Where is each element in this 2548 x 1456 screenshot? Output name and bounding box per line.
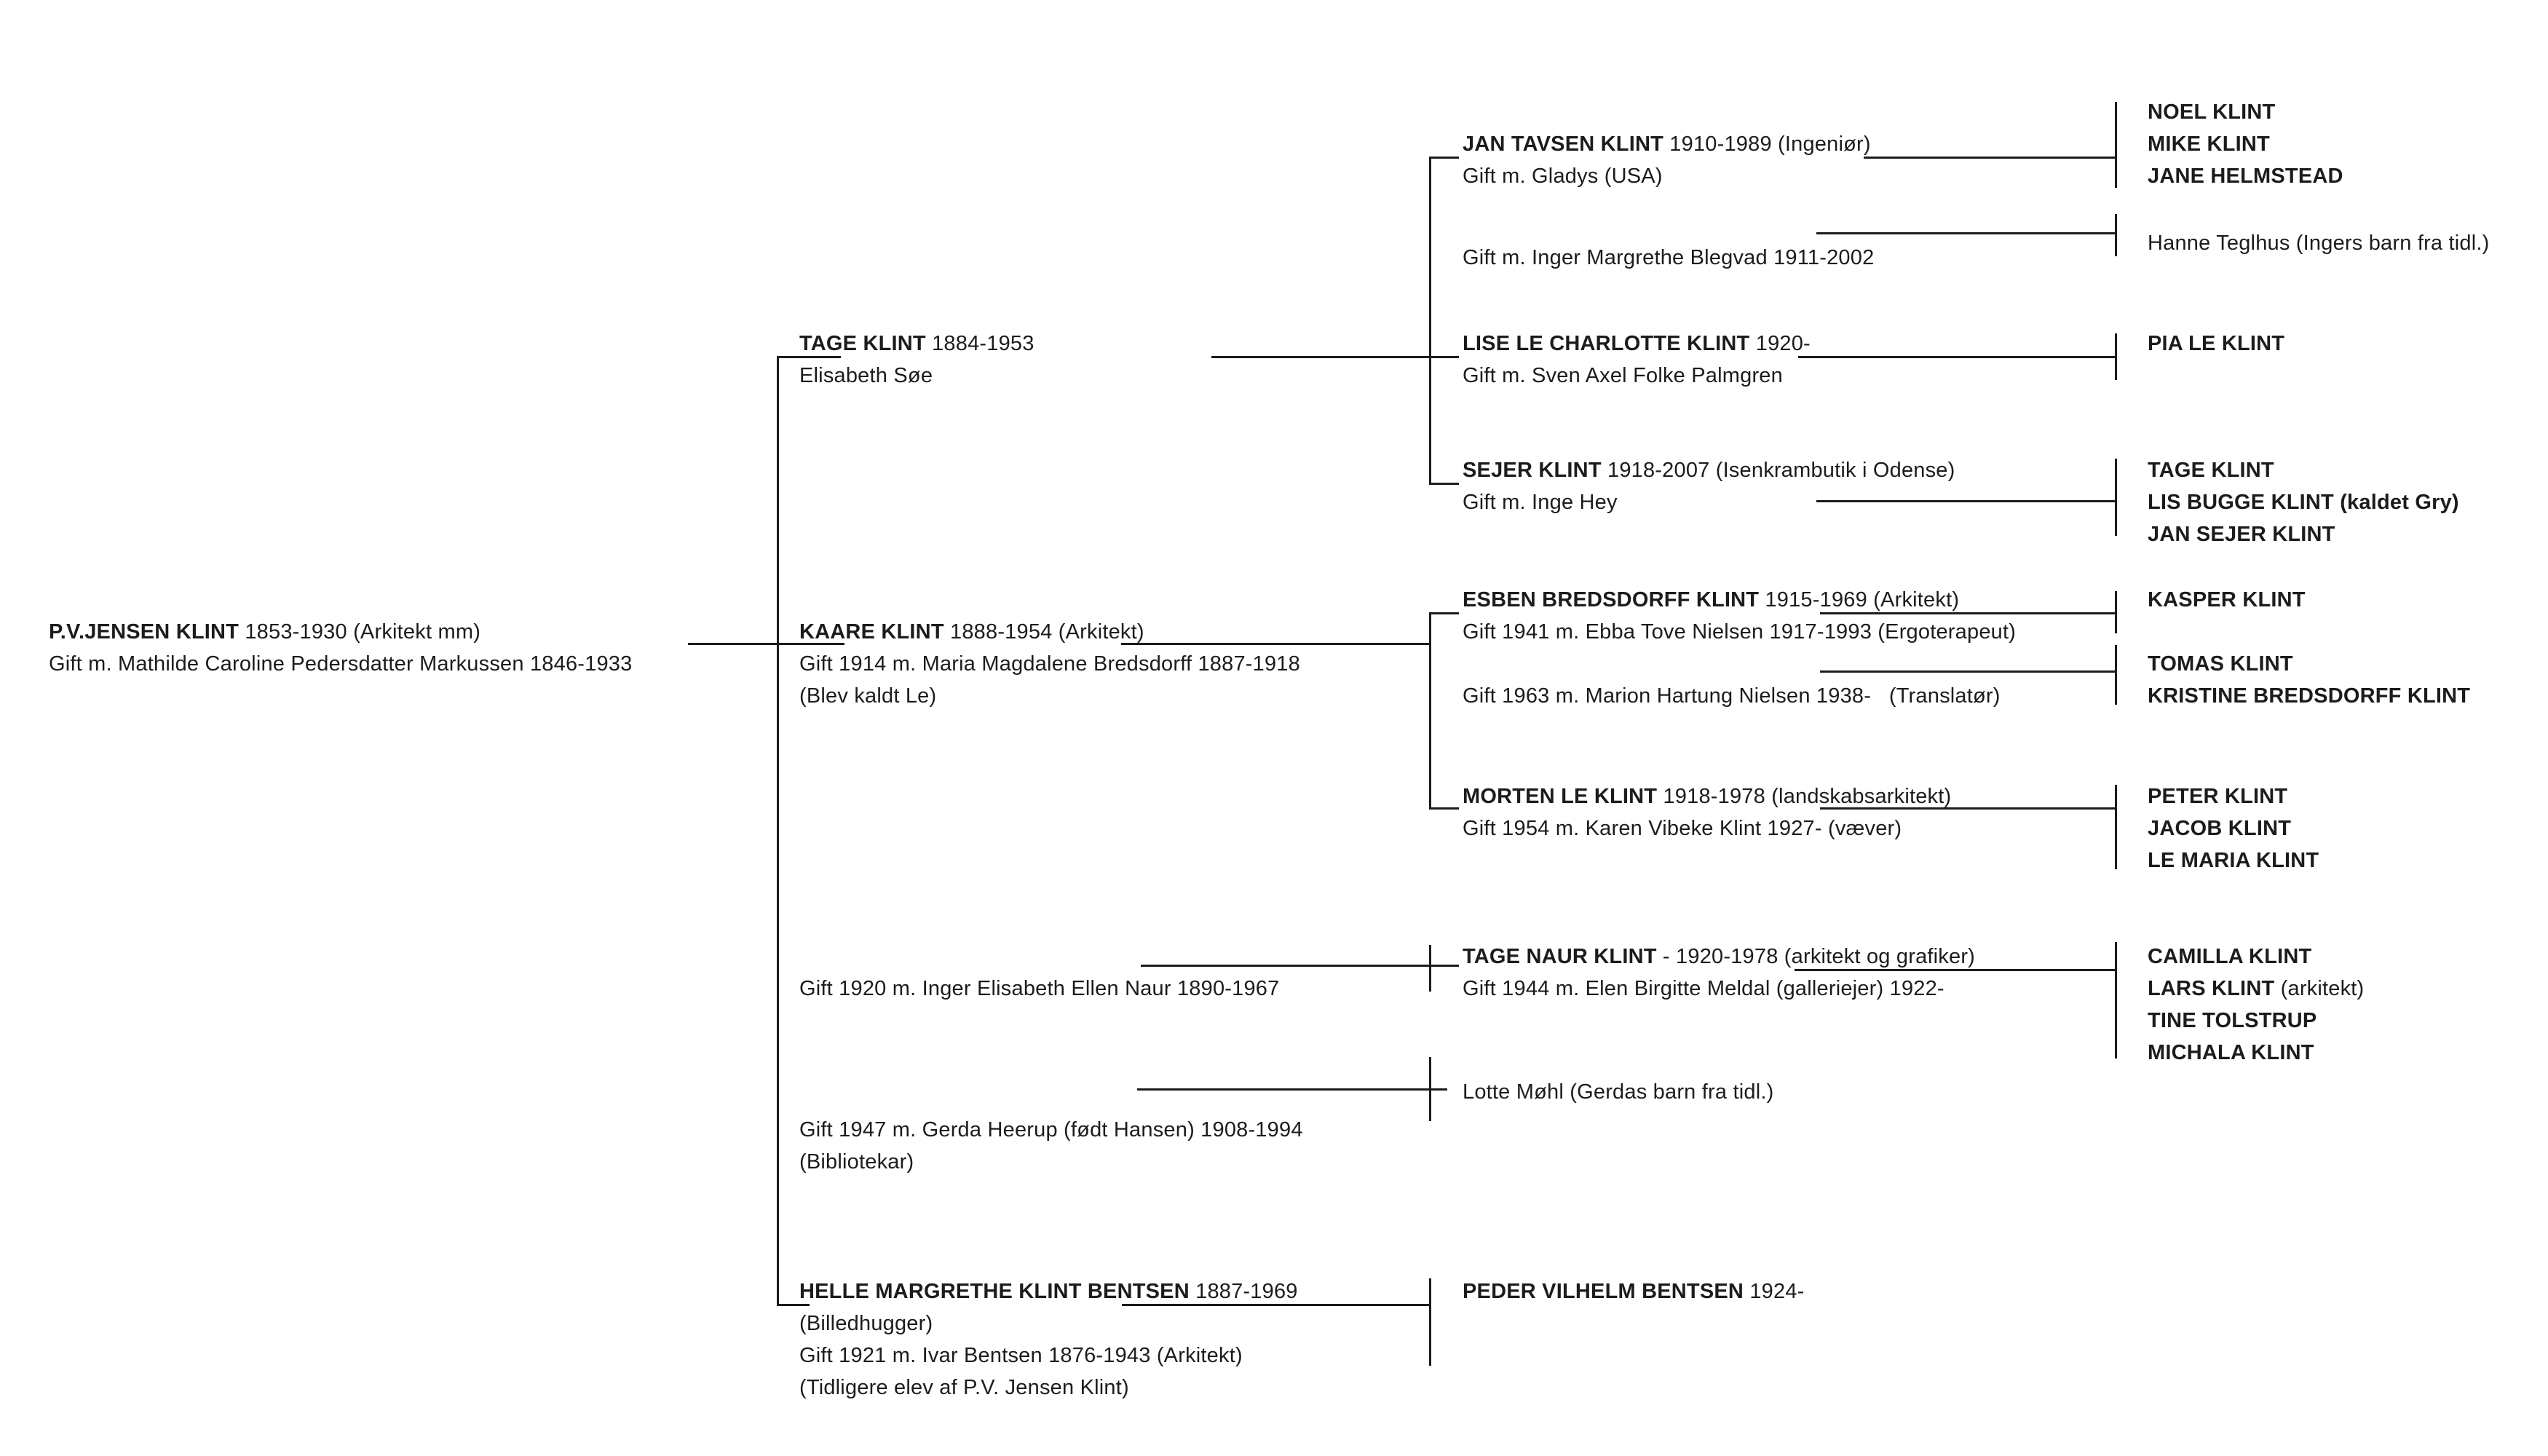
person-detail: 1915-1969 (Arkitekt) bbox=[1759, 588, 1960, 612]
person-name-line bbox=[2148, 780, 2287, 812]
esben-m2-feed-line bbox=[1820, 670, 2115, 673]
person-name: KRISTINE BREDSDORFF KLINT bbox=[2148, 684, 2471, 708]
lise-children-feed-line bbox=[1798, 356, 2115, 358]
person-name: PETER KLINT bbox=[2148, 785, 2288, 808]
person-detail: (arkitekt) bbox=[2274, 977, 2365, 1000]
person-name-line bbox=[1463, 1076, 1773, 1108]
person-name: PEDER VILHELM BENTSEN bbox=[1463, 1280, 1744, 1303]
person-name-line bbox=[2148, 518, 2335, 550]
person-name: JACOB KLINT bbox=[2148, 817, 2292, 840]
naur-feed-line bbox=[1141, 965, 1459, 967]
person-name: ESBEN BREDSDORFF KLINT bbox=[1463, 588, 1760, 612]
person-name: P.V.JENSEN KLINT bbox=[49, 620, 240, 644]
peder-bracket-line bbox=[1429, 1278, 1431, 1366]
person-hanne-teglhus bbox=[2148, 227, 2490, 259]
person-name-line bbox=[1463, 1275, 1805, 1307]
person-lis-bugge-klint bbox=[2148, 486, 2459, 518]
person-info-line: Gift 1921 m. Ivar Bentsen 1876-1943 (Arkitekt) bbox=[799, 1344, 1243, 1367]
person-detail: 1924- bbox=[1744, 1280, 1805, 1303]
person-kaare-klint bbox=[799, 616, 1300, 712]
person-text: Gift 1947 m. Gerda Heerup (født Hansen) 1908-1994 bbox=[799, 1118, 1303, 1142]
jan-children-feed-line bbox=[1864, 157, 2115, 159]
person-name: JANE HELMSTEAD bbox=[2148, 165, 2343, 188]
tage-feed-line bbox=[1211, 356, 1459, 358]
person-detail: 1910-1989 (Ingeniør) bbox=[1663, 132, 1871, 156]
person-name-line bbox=[2148, 812, 2291, 844]
person-lotte-moehl bbox=[1463, 1076, 1773, 1108]
morten-tick-line bbox=[1429, 807, 1459, 810]
person-name-line bbox=[2148, 973, 2364, 1005]
person-name-line bbox=[799, 1275, 1298, 1307]
person-name-line bbox=[2148, 584, 2306, 616]
person-jacob-klint bbox=[2148, 812, 2291, 844]
person-name: LISE LE CHARLOTTE KLINT bbox=[1463, 332, 1750, 355]
person-detail: 1918-1978 (landskabsarkitekt) bbox=[1657, 785, 1952, 808]
person-jane-helmstead bbox=[2148, 160, 2343, 192]
esben-tick-line bbox=[1429, 612, 1459, 614]
sejer-tick-line bbox=[1429, 483, 1459, 485]
person-name: JAN SEJER KLINT bbox=[2148, 523, 2335, 546]
person-info-line: (Blev kaldt Le) bbox=[799, 684, 937, 708]
person-name: HELLE MARGRETHE KLINT BENTSEN bbox=[799, 1280, 1190, 1303]
person-name-line bbox=[2148, 328, 2284, 360]
kaare-children-trunk-line bbox=[1429, 613, 1431, 808]
person-name: MIKE KLINT bbox=[2148, 132, 2270, 156]
person-name: KASPER KLINT bbox=[2148, 588, 2306, 612]
person-mike-klint bbox=[2148, 128, 2270, 160]
person-name: LE MARIA KLINT bbox=[2148, 849, 2319, 872]
person-lars-klint bbox=[2148, 973, 2364, 1005]
person-name-line bbox=[2148, 486, 2459, 518]
person-info-line: (Bibliotekar) bbox=[799, 1150, 914, 1174]
person-info-line: Gift m. Sven Axel Folke Palmgren bbox=[1463, 364, 1783, 387]
person-name: LARS KLINT bbox=[2148, 977, 2275, 1000]
person-text: Gift m. Inger Margrethe Blegvad 1911-2002 bbox=[1463, 246, 1875, 269]
gerda-feed-line bbox=[1137, 1088, 1447, 1091]
person-tage-klint-2 bbox=[2148, 454, 2274, 486]
person-name-line bbox=[2148, 227, 2490, 259]
person-name-line bbox=[2148, 1005, 2316, 1037]
person-name: JAN TAVSEN KLINT bbox=[1463, 132, 1664, 156]
person-name-line bbox=[1463, 454, 1955, 486]
person-name-line bbox=[799, 616, 1300, 648]
person-name: CAMILLA KLINT bbox=[2148, 945, 2312, 968]
person-detail: - 1920-1978 (arkitekt og grafiker) bbox=[1656, 945, 1976, 968]
person-info-line: (Tidligere elev af P.V. Jensen Klint) bbox=[799, 1376, 1129, 1399]
person-text: Hanne Teglhus (Ingers barn fra tidl.) bbox=[2148, 232, 2490, 255]
person-name: TAGE KLINT bbox=[799, 332, 926, 355]
person-name-line bbox=[799, 1114, 1303, 1146]
person-tage-naur-klint bbox=[1463, 941, 1975, 1005]
person-name-line bbox=[1463, 584, 2016, 616]
person-name: TINE TOLSTRUP bbox=[2148, 1009, 2317, 1032]
person-name: MORTEN LE KLINT bbox=[1463, 785, 1658, 808]
person-text: Gift 1963 m. Marion Hartung Nielsen 1938- (Translatør) bbox=[1463, 684, 2001, 708]
person-info-line: Gift 1944 m. Elen Birgitte Meldal (galleriejer) 1922- bbox=[1463, 977, 1944, 1000]
person-name-line bbox=[2148, 128, 2270, 160]
person-name-line bbox=[1463, 242, 1874, 274]
person-sejer-klint bbox=[1463, 454, 1955, 518]
person-detail: 1887-1969 bbox=[1189, 1280, 1298, 1303]
person-info-line: Gift 1954 m. Karen Vibeke Klint 1927- (væver) bbox=[1463, 817, 1902, 840]
person-le-maria-klint bbox=[2148, 844, 2319, 877]
person-info-line: Elisabeth Søe bbox=[799, 364, 933, 387]
blegvad-feed-line bbox=[1816, 232, 2115, 234]
person-name-line bbox=[2148, 680, 2470, 712]
person-name: KAARE KLINT bbox=[799, 620, 944, 644]
jan-children-bracket-line bbox=[2115, 102, 2117, 188]
person-detail: 1888-1954 (Arkitekt) bbox=[943, 620, 1144, 644]
person-helle-margrethe-klint-bentsen bbox=[799, 1275, 1298, 1404]
sejer-children-bracket-line bbox=[2115, 459, 2117, 536]
person-name: TAGE KLINT bbox=[2148, 459, 2274, 482]
person-name-line bbox=[1463, 941, 1975, 973]
person-lise-le-charlotte-klint bbox=[1463, 328, 1811, 392]
person-jan-sejer-klint bbox=[2148, 518, 2335, 550]
peter-bracket-line bbox=[2115, 785, 2117, 869]
person-name: SEJER KLINT bbox=[1463, 459, 1602, 482]
person-name: NOEL KLINT bbox=[2148, 100, 2276, 124]
person-peter-klint bbox=[2148, 780, 2287, 812]
person-name-line bbox=[2148, 941, 2311, 973]
person-camilla-klint bbox=[2148, 941, 2311, 973]
person-name: PIA LE KLINT bbox=[2148, 332, 2285, 355]
person-kasper-klint bbox=[2148, 584, 2306, 616]
kasper-bracket-line bbox=[2115, 591, 2117, 633]
person-name-line bbox=[1463, 128, 1871, 160]
person-name-line bbox=[1463, 328, 1811, 360]
person-name: MICHALA KLINT bbox=[2148, 1041, 2314, 1064]
person-name-line bbox=[799, 973, 1279, 1005]
person-info-line: Gift 1914 m. Maria Magdalene Bredsdorff 1887-1918 bbox=[799, 652, 1300, 676]
person-peder-vilhelm-bentsen bbox=[1463, 1275, 1805, 1307]
lotte-bracket-line bbox=[1429, 1057, 1431, 1121]
person-name-line bbox=[2148, 160, 2343, 192]
person-name: TAGE NAUR KLINT bbox=[1463, 945, 1657, 968]
person-text: Gift 1920 m. Inger Elisabeth Ellen Naur 1890-1967 bbox=[799, 977, 1280, 1000]
person-pia-le-klint bbox=[2148, 328, 2284, 360]
person-michala-klint bbox=[2148, 1037, 2314, 1069]
person-name-line bbox=[2148, 844, 2319, 877]
person-detail: 1920- bbox=[1749, 332, 1811, 355]
person-name-line bbox=[1463, 780, 1951, 812]
person-name-line bbox=[2148, 454, 2274, 486]
person-tomas-klint bbox=[2148, 648, 2293, 680]
person-detail: 1884-1953 bbox=[925, 332, 1034, 355]
person-kristine-bredsdorff-klint bbox=[2148, 680, 2470, 712]
person-name-line bbox=[2148, 1037, 2314, 1069]
person-info-line: Gift 1941 m. Ebba Tove Nielsen 1917-1993 (Ergoterapeut) bbox=[1463, 620, 2017, 644]
person-pv-jensen-klint bbox=[49, 616, 632, 680]
person-detail: 1853-1930 (Arkitekt mm) bbox=[239, 620, 481, 644]
person-info-line: (Billedhugger) bbox=[799, 1312, 933, 1335]
person-info-line: Gift m. Inge Hey bbox=[1463, 491, 1618, 514]
person-info-line: Gift m. Mathilde Caroline Pedersdatter Markussen 1846-1933 bbox=[49, 652, 633, 676]
jan-tick-line bbox=[1429, 157, 1459, 159]
gen2-trunk-line bbox=[777, 357, 779, 1305]
tomas-bracket-line bbox=[2115, 645, 2117, 705]
person-tine-tolstrup bbox=[2148, 1005, 2316, 1037]
person-name: LIS BUGGE KLINT (kaldet Gry) bbox=[2148, 491, 2459, 514]
person-name-line bbox=[1463, 680, 2001, 712]
person-marion-hartung-nielsen bbox=[1463, 680, 2001, 712]
person-inger-blegvad bbox=[1463, 242, 1874, 274]
person-morten-le-klint bbox=[1463, 780, 1951, 844]
person-name-line bbox=[799, 328, 1034, 360]
camilla-bracket-line bbox=[2115, 942, 2117, 1059]
naur-bracket-line bbox=[1429, 945, 1431, 992]
pia-bracket-line bbox=[2115, 333, 2117, 380]
person-inger-naur bbox=[799, 973, 1279, 1005]
person-name-line bbox=[49, 616, 632, 648]
person-name: TOMAS KLINT bbox=[2148, 652, 2293, 676]
person-noel-klint bbox=[2148, 96, 2275, 128]
person-info-line: Gift m. Gladys (USA) bbox=[1463, 165, 1663, 188]
tage-children-trunk-line bbox=[1429, 157, 1431, 483]
hanne-bracket-line bbox=[2115, 214, 2117, 256]
person-gerda-heerup bbox=[799, 1114, 1303, 1178]
person-jan-tavsen-klint bbox=[1463, 128, 1871, 192]
person-esben-bredsdorff-klint bbox=[1463, 584, 2016, 648]
person-detail: 1918-2007 (Isenkrambutik i Odense) bbox=[1601, 459, 1955, 482]
person-name-line bbox=[2148, 648, 2293, 680]
person-tage-klint bbox=[799, 328, 1034, 392]
person-name-line bbox=[2148, 96, 2275, 128]
person-text: Lotte Møhl (Gerdas barn fra tidl.) bbox=[1463, 1080, 1774, 1104]
